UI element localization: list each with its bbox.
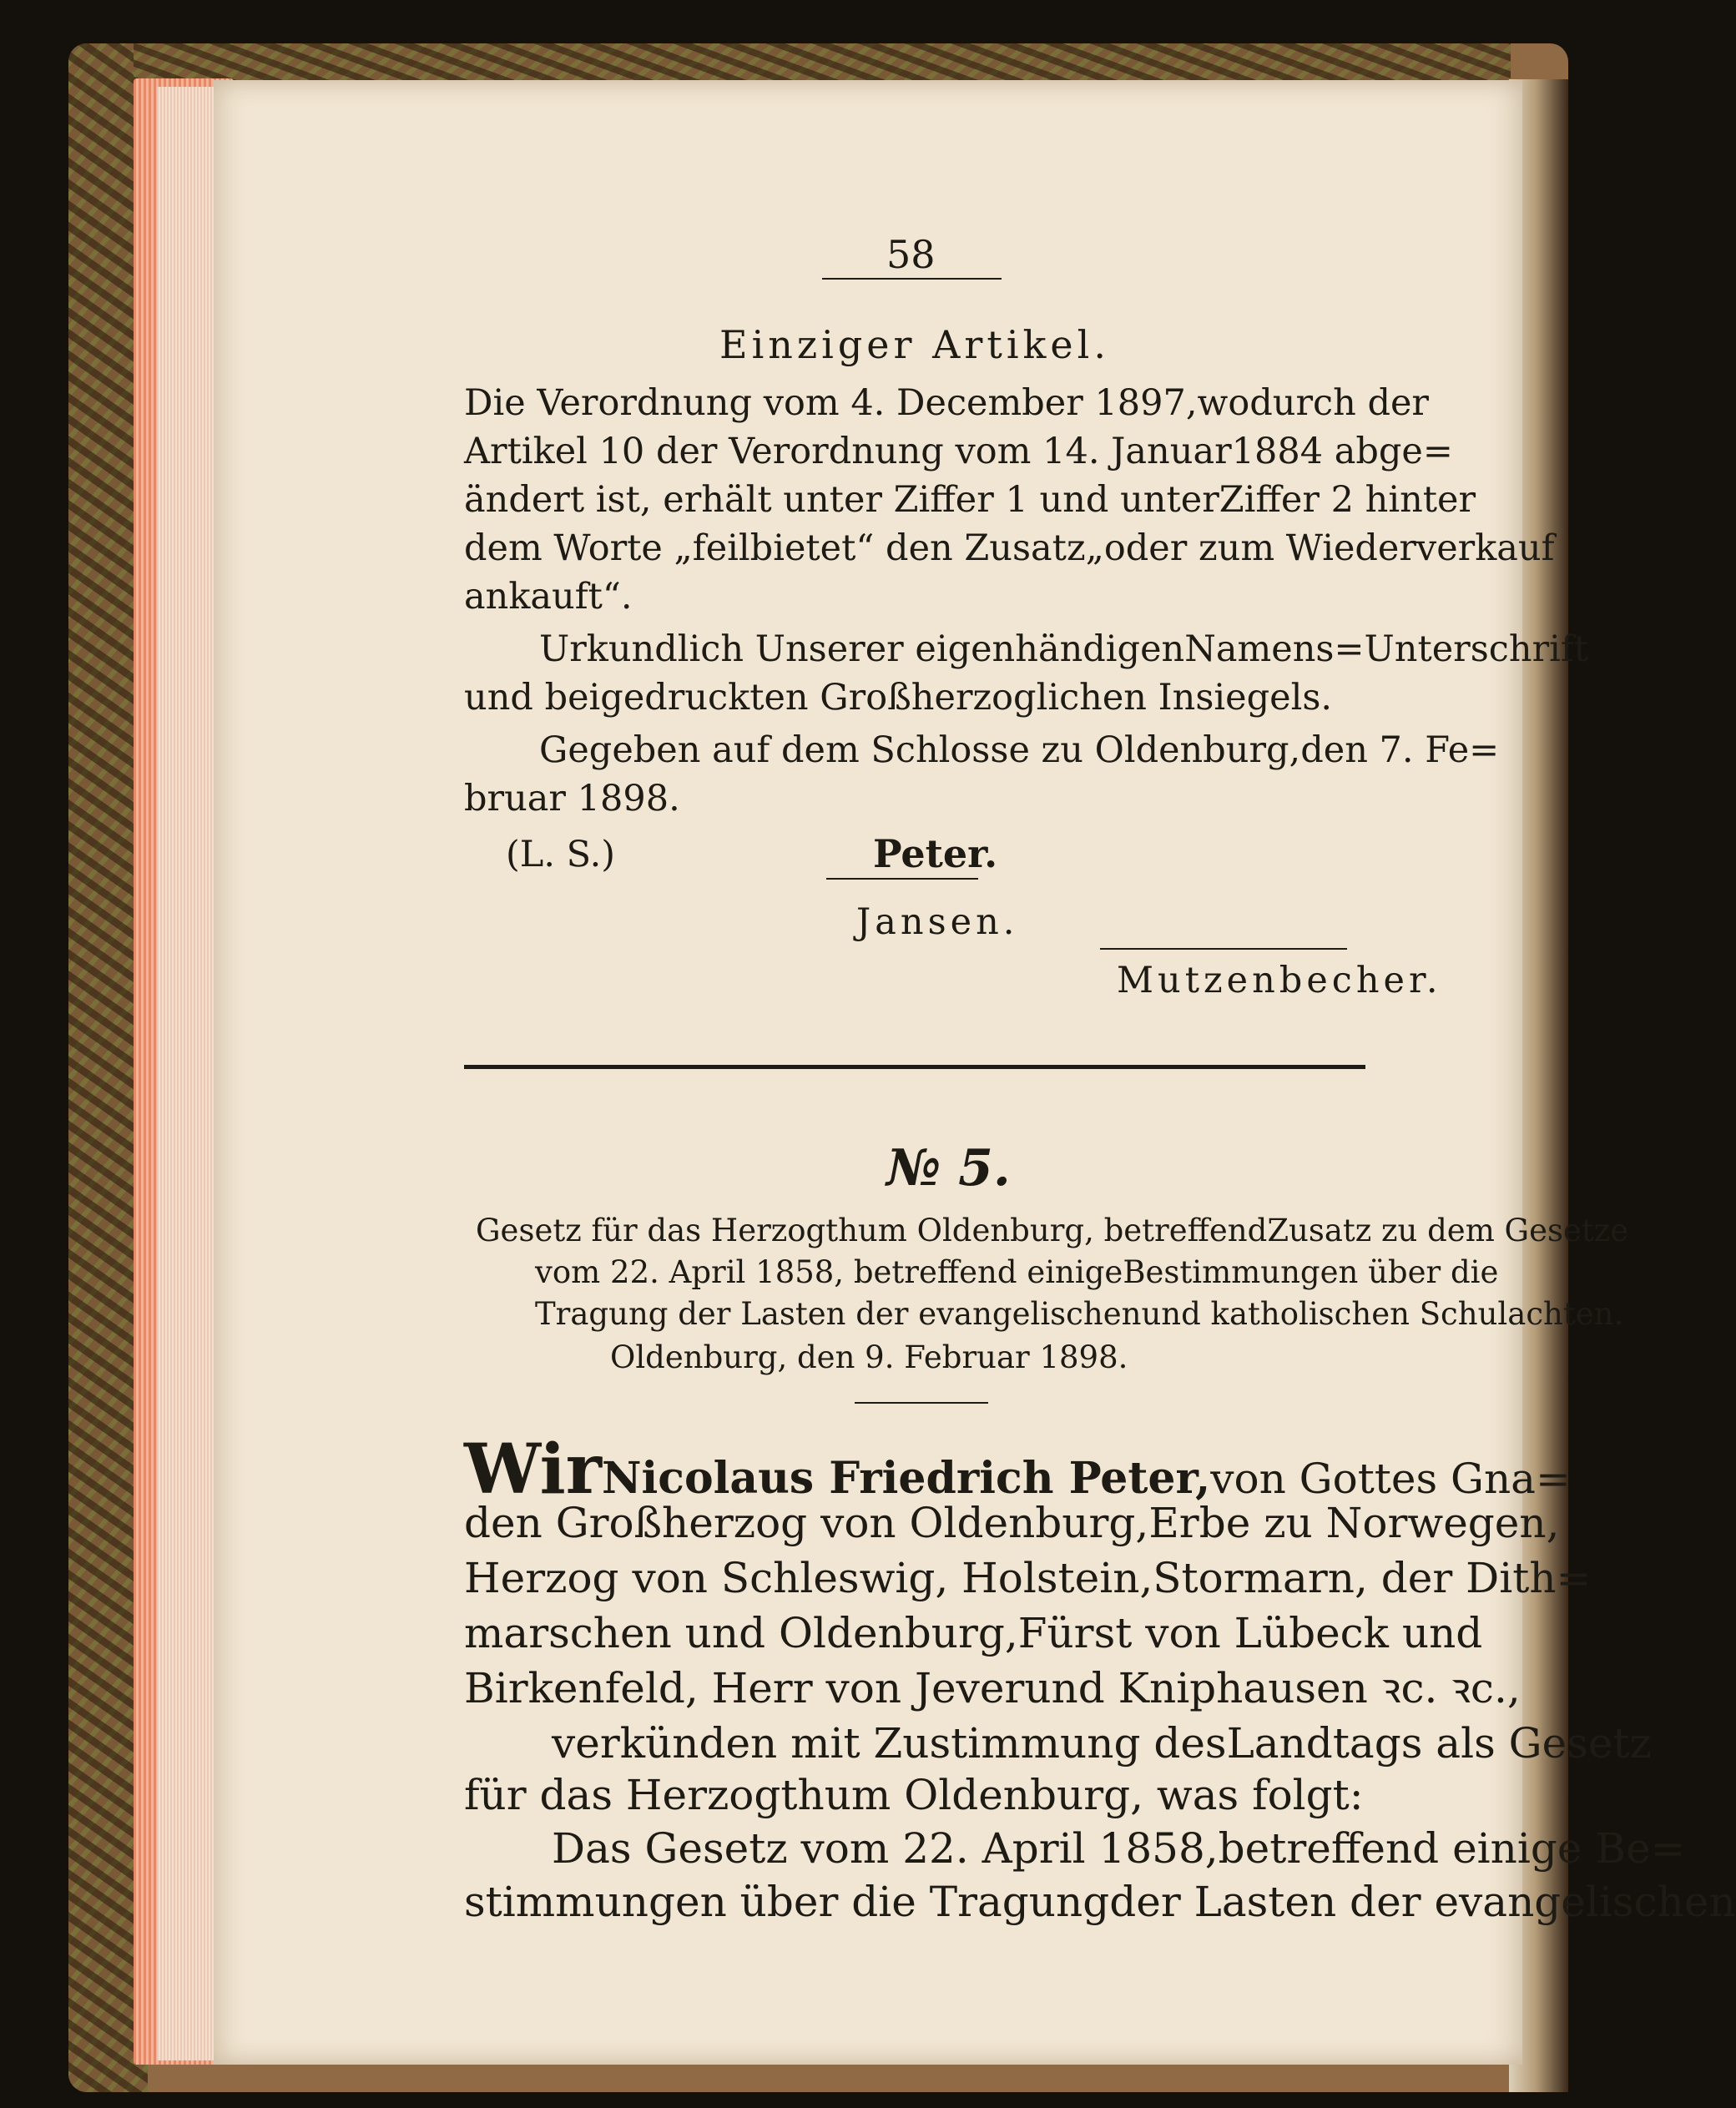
body-line-2: stimmungen über die Tragung der Lasten der evangelischen	[464, 1878, 1736, 1926]
signature-peter: Peter.	[873, 831, 998, 876]
section-divider	[464, 1065, 1365, 1069]
law-title-line-1: Gesetz für das Herzogthum Oldenburg, betreffend Zusatz zu dem Gesetze	[476, 1213, 1629, 1248]
article-line-1: Die Verordnung vom 4. December 1897, wodurch der	[464, 382, 1429, 424]
closing-line-2: und beigedruckten Großherzoglichen Insiegels.	[464, 677, 1333, 719]
article-heading: Einziger Artikel.	[719, 322, 1110, 367]
preamble-line-7: für das Herzogthum Oldenburg, was folgt:	[464, 1771, 1364, 1819]
preamble-line-1: Wir Nicolaus Friedrich Peter, von Gottes Gna=	[464, 1430, 1571, 1510]
preamble-line-6: verkünden mit Zustimmung des Landtags als Gesetz	[552, 1719, 1652, 1768]
signature-jansen: Jansen.	[856, 901, 1019, 943]
law-title-line-3: Tragung der Lasten der evangelischen und katholischen Schulachten.	[535, 1296, 1624, 1332]
law-title-line-2: vom 22. April 1858, betreffend einige Bestimmungen über die	[535, 1254, 1499, 1290]
page-number: 58	[886, 232, 936, 277]
article-line-4: dem Worte „feilbietet“ den Zusatz „oder zum Wiederverkauf	[464, 527, 1555, 569]
article-line-5: ankauft“.	[464, 576, 633, 618]
preamble-line-2: den Großherzog von Oldenburg, Erbe zu Norwegen,	[464, 1499, 1560, 1547]
header-rule	[822, 278, 1002, 280]
body-line-1: Das Gesetz vom 22. April 1858, betreffend einige Be=	[552, 1824, 1686, 1873]
law-number: № 5.	[886, 1139, 1011, 1198]
signature-rule-1	[826, 878, 978, 880]
given-line-2: bruar 1898.	[464, 778, 680, 819]
article-line-2: Artikel 10 der Verordnung vom 14. Januar 1884 abge=	[464, 431, 1453, 472]
given-line-1: Gegeben auf dem Schlosse zu Oldenburg, den 7. Fe=	[539, 729, 1500, 771]
law-date-rule	[855, 1402, 988, 1404]
preamble-line-4: marschen und Oldenburg, Fürst von Lübeck und	[464, 1609, 1483, 1657]
article-line-3: ändert ist, erhält unter Ziffer 1 und unter Ziffer 2 hinter	[464, 479, 1476, 521]
preamble-line-5: Birkenfeld, Herr von Jever und Kniphausen ꝛc. ꝛc.,	[464, 1664, 1521, 1712]
closing-line-1: Urkundlich Unserer eigenhändigen Namens=Unterschrift	[539, 628, 1589, 670]
signature-rule-2	[1100, 948, 1347, 950]
marbled-cover-top	[134, 43, 1511, 83]
preamble-line-3: Herzog von Schleswig, Holstein, Stormarn, der Dith=	[464, 1554, 1592, 1602]
seal-mark: (L. S.)	[506, 834, 616, 875]
signature-mutzenbecher: Mutzenbecher.	[1117, 960, 1442, 1001]
law-date: Oldenburg, den 9. Februar 1898.	[610, 1339, 1128, 1375]
